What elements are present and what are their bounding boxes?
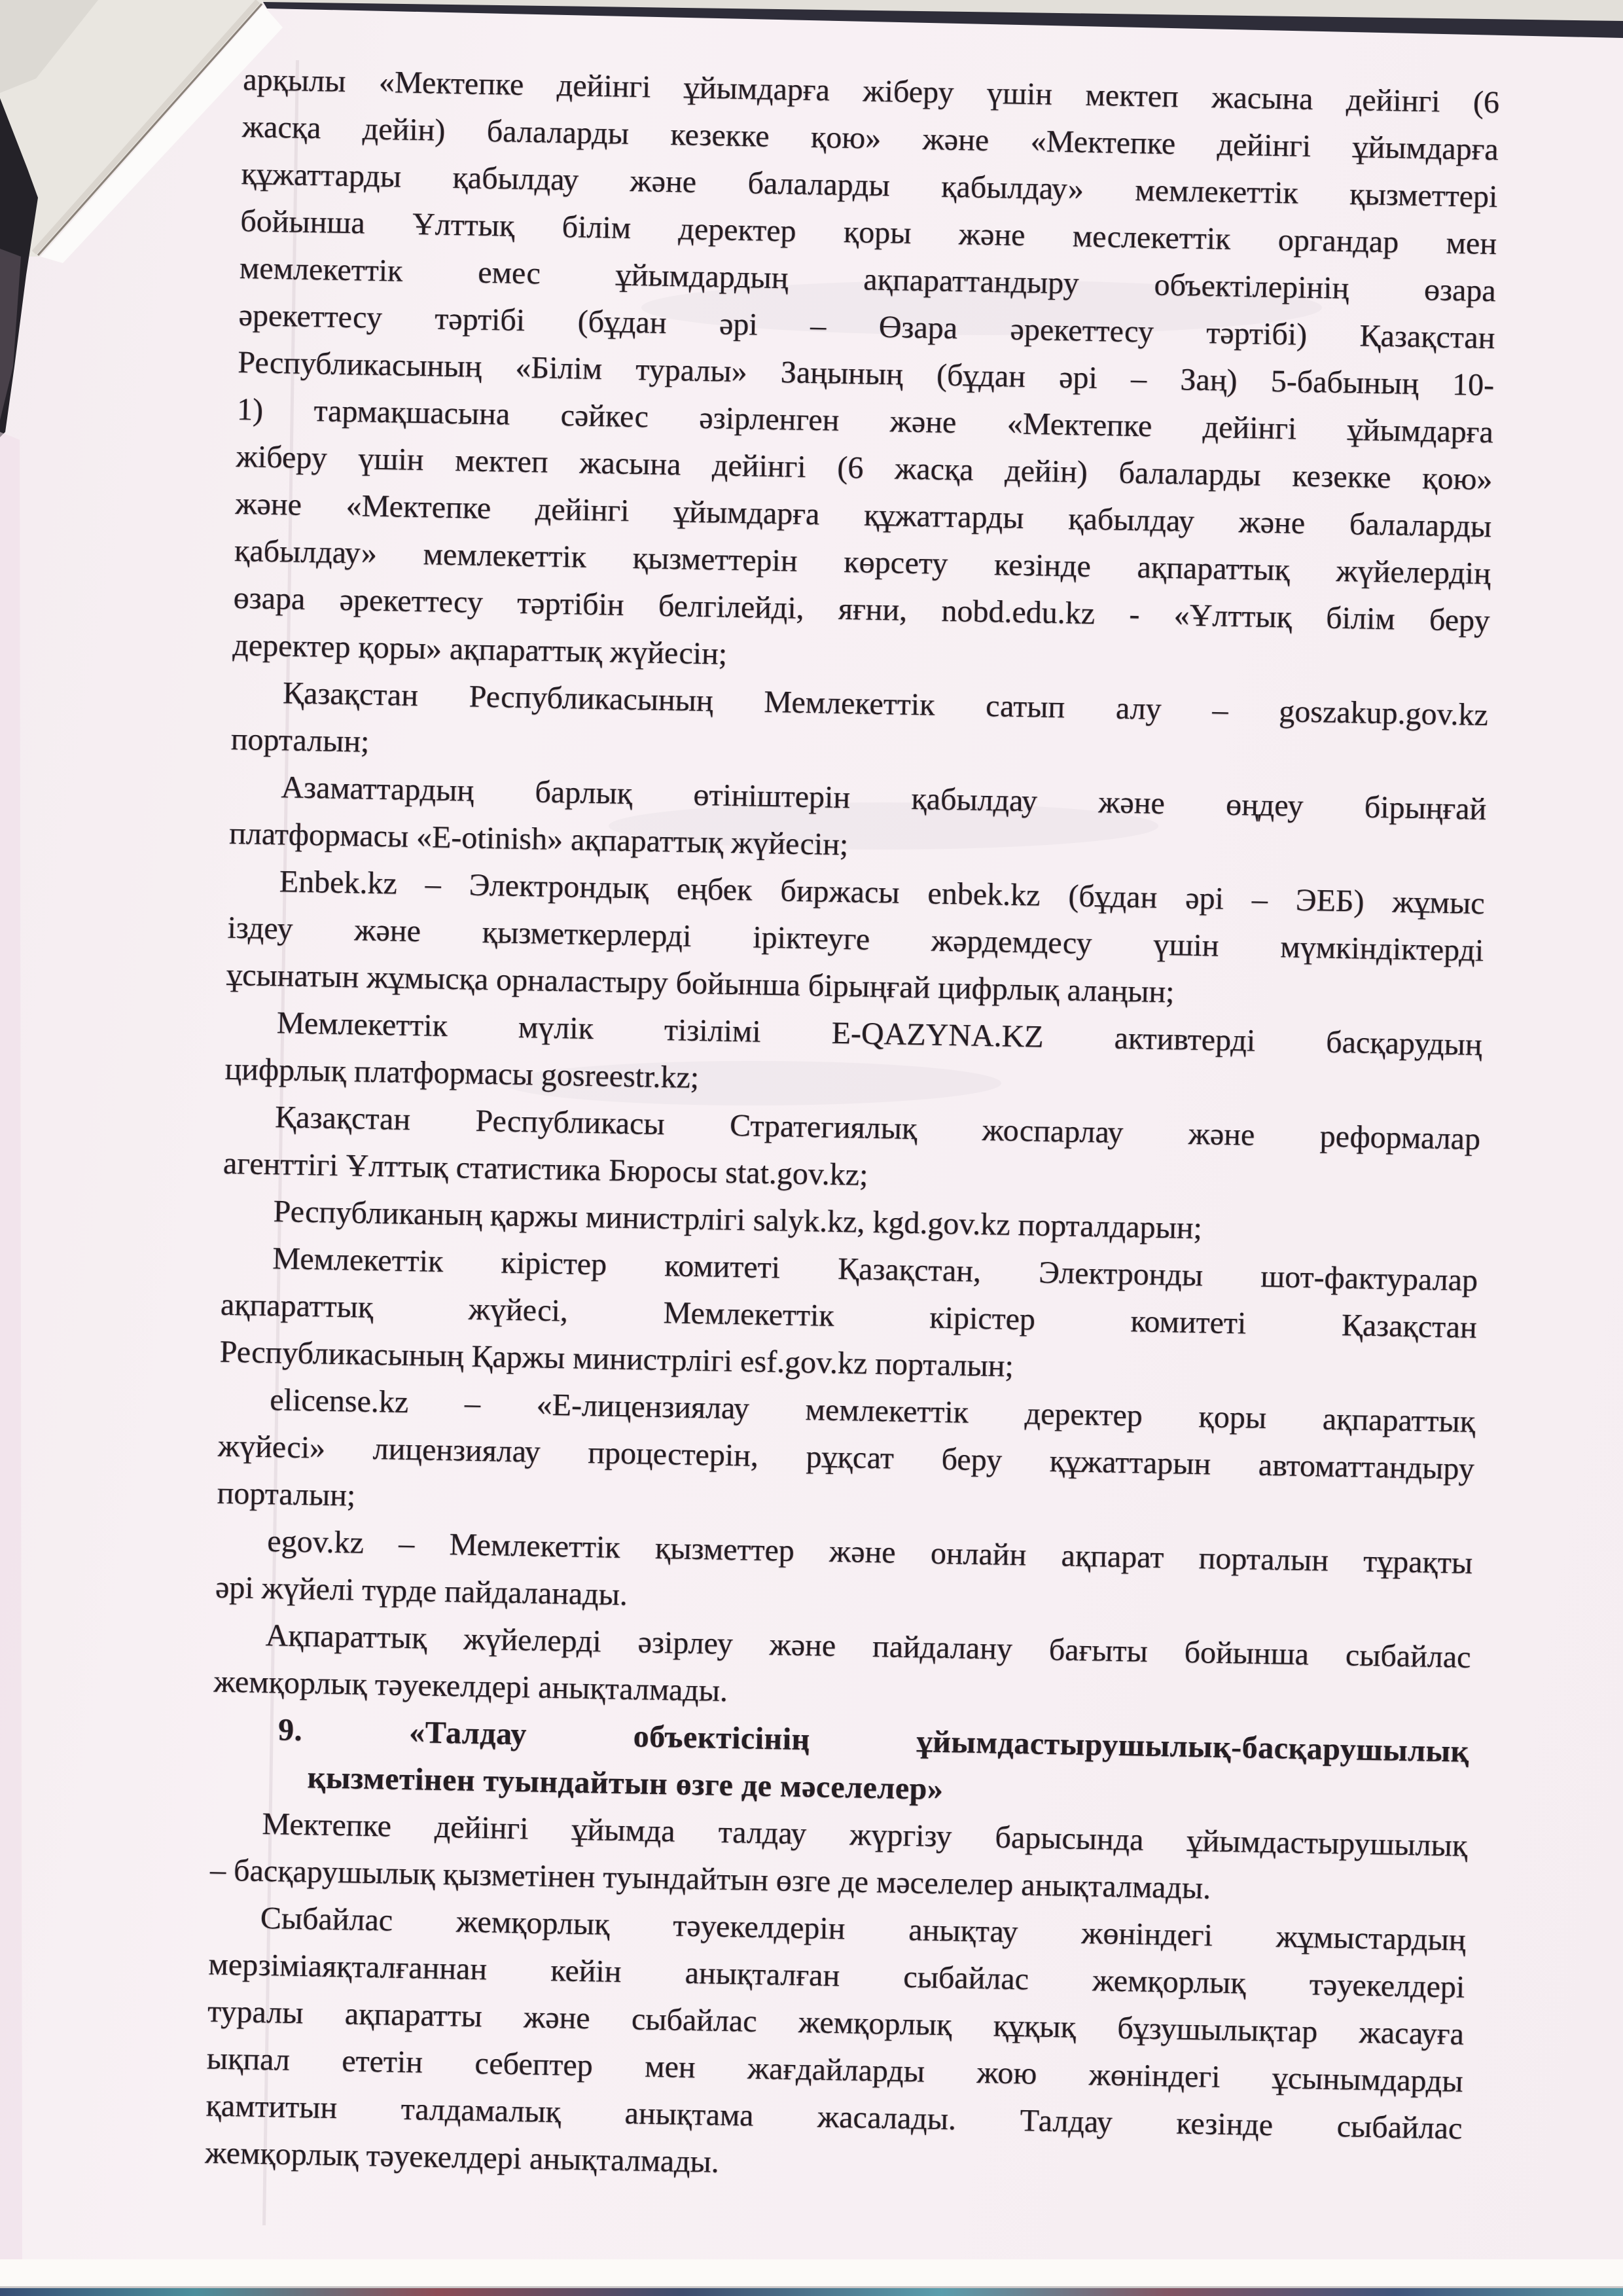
text-line: бойынша Ұлттық білім деректер қоры және меслекеттік органдар мен — [240, 203, 1497, 262]
text-line: арқылы «Мектепке дейінгі ұйымдарға жіберу үшін мектеп жасына дейінгі (6 — [242, 62, 1500, 120]
text-line: ықпал ететін себептер мен жағдайларды жою жөніндегі ұсынымдарды — [206, 2041, 1464, 2099]
text-line: 1) тармақшасына сәйкес әзірленген және «Мектепке дейінгі ұйымдарға — [236, 391, 1494, 450]
text-line: Азаматтардың барлық өтініштерін қабылдау және өңдеу бірыңғай — [281, 770, 1487, 827]
text-line: жасқа дейін) балаларды кезекке қою» және «Мектепке дейінгі ұйымдарға — [241, 109, 1499, 168]
text-line: Республикасының Қаржы министрлігі esf.gov.kz порталын; — [219, 1334, 1014, 1384]
text-line: өзара әрекеттесу тәртібін белгілейді, яғни, nobd.edu.kz - «Ұлттық білім беру — [233, 580, 1490, 639]
text-line: әрекеттесу тәртібі (бұдан әрі – Өзара әрекеттесу тәртібі) Қазақстан — [238, 297, 1495, 356]
text-line: Мемлекеттік мүлік тізілімі E-QAZYNA.KZ активтерді басқарудың — [276, 1005, 1483, 1062]
text-line: Мемлекеттік кірістер комитеті Қазақстан, Электронды шот-фактуралар — [272, 1241, 1478, 1298]
text-line: туралы ақпаратты және сыбайлас жемқорлық құқық бұзушылықтар жасауға — [207, 1994, 1465, 2052]
text-line: жемқорлық тәуекелдері анықталмады. — [213, 1664, 728, 1708]
text-line: мемлекеттік емес ұйымдардың ақпараттандыру объектілерінің өзара — [239, 250, 1497, 309]
bottom-white-strip — [0, 2259, 1623, 2288]
paragraph — [226, 857, 1486, 1022]
text-line: Ақпараттық жүйелерді әзірлеу және пайдалану бағыты бойынша сыбайлас — [265, 1618, 1471, 1675]
text-line: жіберу үшін мектеп жасына дейінгі (6 жасқа дейін) балаларды кезекке қою» — [236, 439, 1493, 497]
text-line: Қазақстан Республикасы Стратегиялық жоспарлау және реформалар — [274, 1100, 1481, 1157]
text-line: Enbek.kz – Электрондық еңбек биржасы enbek.kz (бұдан әрі – ЭЕБ) жұмыс — [279, 864, 1486, 921]
paragraph — [217, 1376, 1476, 1540]
text-line: құжаттарды қабылдау және балаларды қабылдау» мемлекеттік қызметтері — [241, 156, 1498, 215]
text-line: платформасы «E-otinish» ақпараттық жүйесін; — [228, 816, 849, 863]
text-line: цифрлық платформасы gosreestr.kz; — [224, 1051, 700, 1096]
text-line: Қазақстан Республикасының Мемлекеттік сатып алу – goszakup.gov.kz — [282, 675, 1489, 733]
text-line: қызметінен туындайтын өзге де мәселелер» — [307, 1760, 944, 1807]
left-edge-pink-strip — [0, 432, 22, 2259]
text-line: Республиканың қаржы министрлігі salyk.kz, kgd.gov.kz порталдарын; — [273, 1194, 1203, 1246]
text-line: Республикасының «Білім туралы» Заңының (бұдан әрі – Заң) 5-бабының 10- — [237, 344, 1495, 403]
text-line: 9. «Талдау объектісінің ұйымдастырушылық-басқарушылық — [277, 1712, 1470, 1769]
document-text — [205, 56, 1500, 2200]
text-line: elicense.kz – «Е-лицензиялау мемлекеттік деректер қоры ақпараттық — [269, 1382, 1476, 1439]
text-line: деректер қоры» ақпараттық жүйесін; — [232, 627, 728, 672]
text-line: әрі жүйелі түрде пайдаланады. — [215, 1570, 628, 1613]
text-line: ақпараттық жүйесі, Мемлекеттік кірістер комитеті Қазақстан — [220, 1287, 1478, 1345]
text-line: мерзіміаяқталғаннан кейін анықталған сыбайлас жемқорлық тәуекелдері — [208, 1946, 1465, 2005]
text-line: агенттігі Ұлттық статистика Бюросы stat.gov.kz; — [223, 1145, 868, 1193]
text-line: порталын; — [230, 721, 370, 759]
text-line: жемқорлық тәуекелдері анықталмады. — [204, 2135, 720, 2179]
text-line: – басқарушылық қызметінен туындайтын өзге де мәселелер анықталмады. — [209, 1852, 1211, 1906]
bottom-edge-shadow-line — [0, 2286, 1623, 2288]
text-line: жүйесі» лицензиялау процестерін, рұқсат беру құжаттарын автоматтандыру — [217, 1428, 1475, 1486]
text-line: egov.kz – Мемлекеттік қызметтер және онлайн ақпарат порталын тұрақты — [266, 1524, 1473, 1581]
text-line: ұсынатын жұмысқа орналастыру бойынша бірыңғай цифрлық алаңын; — [226, 957, 1175, 1010]
text-line: Мектепке дейінгі ұйымда талдау жүргізу барысында ұйымдастырушылық — [262, 1806, 1468, 1863]
bottom-color-noise-band — [0, 2288, 1623, 2296]
paragraph — [219, 1234, 1478, 1399]
text-line: және «Мектепке дейінгі ұйымдарға құжаттарды қабылдау және балаларды — [234, 486, 1492, 545]
text-line: қамтитын талдамалық анықтама жасалады. Талдау кезінде сыбайлас — [205, 2088, 1463, 2146]
text-line: іздеу және қызметкерлерді іріктеуге жәрдемдесу үшін мүмкіндіктерді — [227, 910, 1484, 968]
text-line: Сыбайлас жемқорлық тәуекелдерін анықтау жөніндегі жұмыстардың — [260, 1900, 1467, 1958]
text-line: қабылдау» мемлекеттік қызметтерін көрсету кезінде ақпараттық жүйелердің — [234, 533, 1491, 592]
paragraph — [205, 1894, 1467, 2200]
text-line: порталын; — [217, 1475, 356, 1513]
paragraph — [232, 56, 1500, 692]
